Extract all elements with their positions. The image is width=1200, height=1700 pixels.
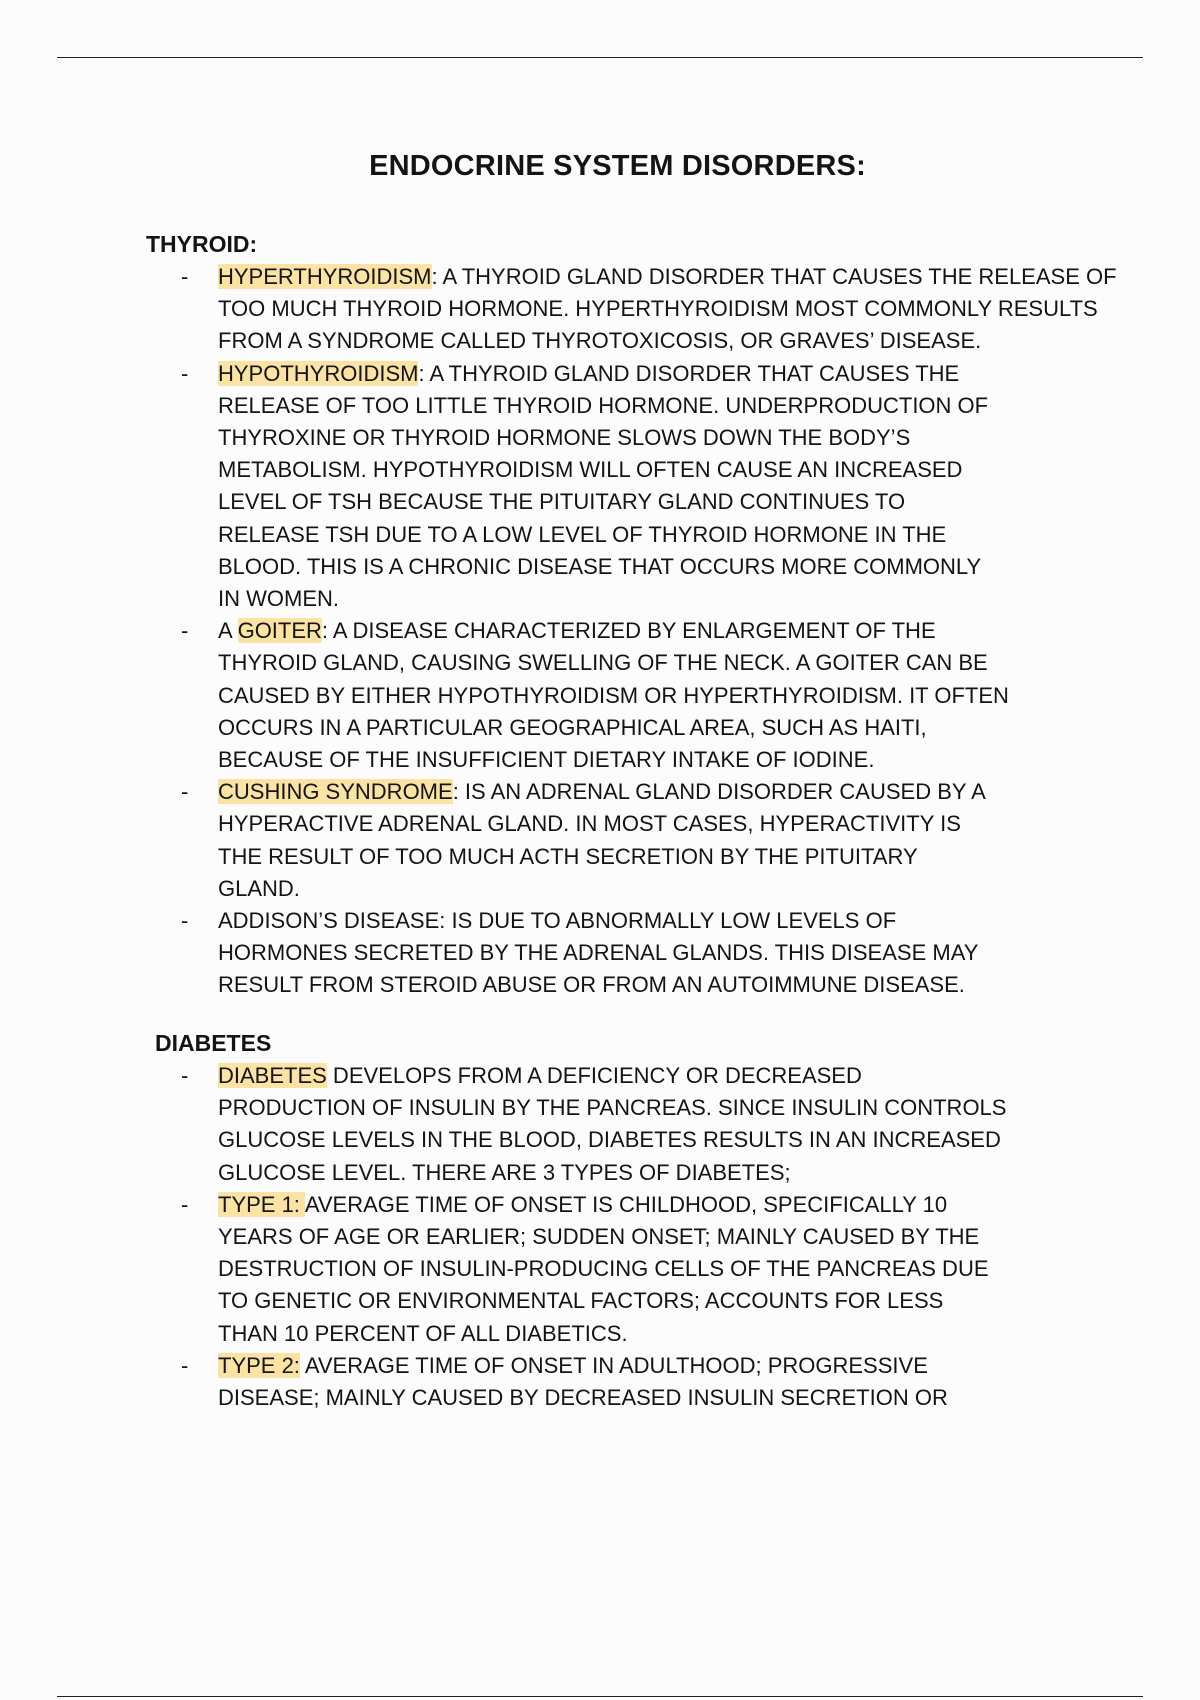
item-text: RELEASE OF TOO LITTLE THYROID HORMONE. UNDERPRODUCTION OF — [218, 392, 989, 418]
highlighted-term: HYPOTHYROIDISM — [218, 360, 419, 386]
item-prefix: A — [218, 618, 238, 644]
document-title: ENDOCRINE SYSTEM DISORDERS: — [369, 150, 866, 182]
item-text: OCCURS IN A PARTICULAR GEOGRAPHICAL AREA, SUCH AS HAITI, — [218, 714, 927, 740]
list-item-type-1 — [0, 1189, 1200, 1350]
item-text: : IS AN ADRENAL GLAND DISORDER CAUSED BY A — [452, 779, 986, 805]
item-text: TOO MUCH THYROID HORMONE. HYPERTHYROIDISM MOST COMMONLY RESULTS — [218, 296, 1098, 322]
item-text: HORMONES SECRETED BY THE ADRENAL GLANDS. THIS DISEASE MAY — [218, 940, 979, 966]
highlighted-term: TYPE 2: — [218, 1352, 300, 1378]
highlighted-term: GOITER — [237, 618, 322, 644]
item-text: GLUCOSE LEVEL. THERE ARE 3 TYPES OF DIABETES; — [218, 1159, 791, 1185]
bullet-dash: - — [181, 618, 189, 644]
bullet-dash: - — [181, 1352, 189, 1378]
item-text: BLOOD. THIS IS A CHRONIC DISEASE THAT OCCURS MORE COMMONLY — [218, 553, 982, 579]
item-text: : A THYROID GLAND DISORDER THAT CAUSES THE — [418, 360, 960, 386]
item-text: METABOLISM. HYPOTHYROIDISM WILL OFTEN CAUSE AN INCREASED — [218, 457, 963, 483]
item-text: DISEASE; MAINLY CAUSED BY DECREASED INSULIN SECRETION OR — [218, 1385, 948, 1411]
bullet-dash: - — [181, 1063, 189, 1088]
highlighted-term: DIABETES — [218, 1063, 327, 1088]
bullet-dash: - — [181, 264, 189, 289]
item-text: HYPERACTIVE ADRENAL GLAND. IN MOST CASES, HYPERACTIVITY IS — [218, 811, 961, 837]
item-text: THYROID GLAND, CAUSING SWELLING OF THE NECK. A GOITER CAN BE — [218, 650, 988, 676]
item-text: FROM A SYNDROME CALLED THYROTOXICOSIS, OR GRAVES’ DISEASE. — [218, 328, 982, 354]
bullet-dash: - — [181, 360, 189, 386]
footer-rule — [57, 1696, 1143, 1697]
item-text: AVERAGE TIME OF ONSET IN ADULTHOOD; PROGRESSIVE — [299, 1352, 928, 1378]
list-item-cushing-syndrome — [0, 776, 1200, 905]
header-rule — [57, 57, 1143, 58]
item-text: THE RESULT OF TOO MUCH ACTH SECRETION BY THE PITUITARY — [218, 843, 918, 869]
thyroid-bullet-list — [0, 261, 1200, 1002]
item-text: : A THYROID GLAND DISORDER THAT CAUSES THE RELEASE OF — [431, 264, 1117, 289]
section-heading-diabetes: DIABETES — [155, 1030, 272, 1056]
item-text: YEARS OF AGE OR EARLIER; SUDDEN ONSET; MAINLY CAUSED BY THE — [218, 1224, 980, 1250]
item-text: RELEASE TSH DUE TO A LOW LEVEL OF THYROID HORMONE IN THE — [218, 521, 947, 547]
item-text: THYROXINE OR THYROID HORMONE SLOWS DOWN THE BODY’S — [218, 425, 911, 451]
item-text: TO GENETIC OR ENVIRONMENTAL FACTORS; ACCOUNTS FOR LESS — [218, 1288, 944, 1314]
list-item-goiter — [0, 615, 1200, 776]
bullet-dash: - — [181, 908, 189, 934]
bullet-dash: - — [181, 779, 189, 805]
list-item-type-2 — [0, 1350, 1200, 1414]
item-text: ADDISON’S DISEASE: IS DUE TO ABNORMALLY LOW LEVELS OF — [218, 908, 897, 934]
list-item-addisons-disease — [0, 905, 1200, 1002]
item-text: BECAUSE OF THE INSUFFICIENT DIETARY INTAKE OF IODINE. — [218, 747, 875, 773]
item-text: : A DISEASE CHARACTERIZED BY ENLARGEMENT OF THE — [321, 618, 936, 644]
diabetes-bullet-list — [0, 1060, 1200, 1414]
item-text: PRODUCTION OF INSULIN BY THE PANCREAS. SINCE INSULIN CONTROLS — [218, 1095, 1007, 1121]
highlighted-term: TYPE 1: — [218, 1191, 305, 1217]
item-text: AVERAGE TIME OF ONSET IS CHILDHOOD, SPECIFICALLY 10 — [304, 1191, 948, 1217]
item-text: GLUCOSE LEVELS IN THE BLOOD, DIABETES RESULTS IN AN INCREASED — [218, 1127, 1001, 1153]
item-text: DESTRUCTION OF INSULIN-PRODUCING CELLS OF THE PANCREAS DUE — [218, 1256, 989, 1282]
item-text: CAUSED BY EITHER HYPOTHYROIDISM OR HYPERTHYROIDISM. IT OFTEN — [218, 682, 1009, 708]
list-item-diabetes — [0, 1060, 1200, 1189]
item-text: RESULT FROM STEROID ABUSE OR FROM AN AUTOIMMUNE DISEASE. — [218, 972, 965, 998]
list-item-hyperthyroidism — [0, 261, 1200, 358]
section-heading-thyroid: THYROID: — [146, 231, 258, 257]
item-text: GLAND. — [218, 875, 300, 901]
item-text: IN WOMEN. — [218, 586, 339, 612]
bullet-dash: - — [181, 1191, 189, 1217]
item-text: LEVEL OF TSH BECAUSE THE PITUITARY GLAND CONTINUES TO — [218, 489, 906, 515]
highlighted-term: HYPERTHYROIDISM — [218, 264, 432, 289]
item-text: DEVELOPS FROM A DEFICIENCY OR DECREASED — [326, 1063, 862, 1088]
highlighted-term: CUSHING SYNDROME — [218, 779, 453, 805]
list-item-hypothyroidism — [0, 358, 1200, 616]
item-text: THAN 10 PERCENT OF ALL DIABETICS. — [218, 1320, 628, 1346]
